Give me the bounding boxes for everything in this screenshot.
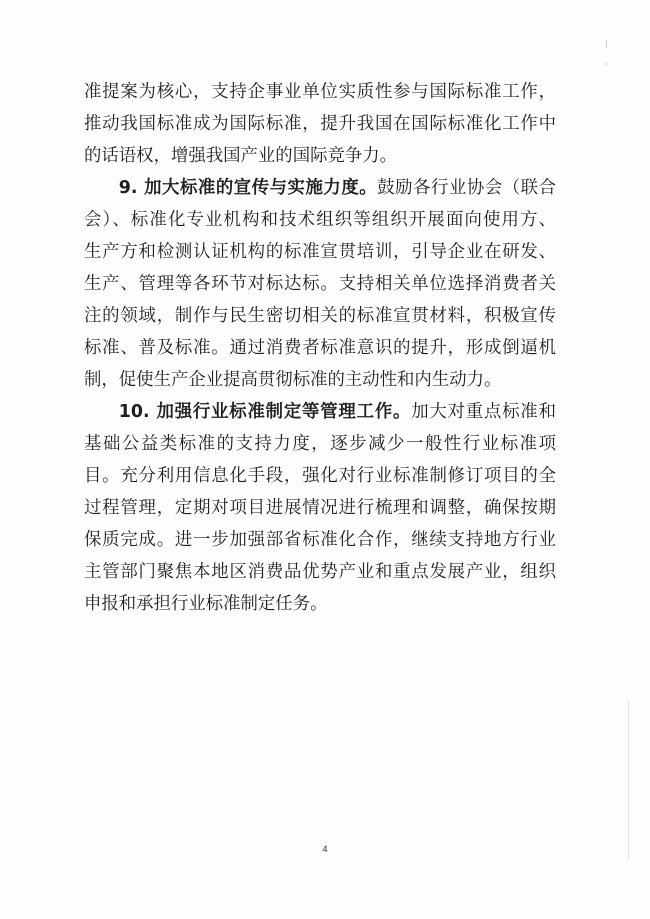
- scan-artifact-mark: [606, 40, 607, 48]
- text-line: 目。充分利用信息化手段，强化对行业标准制修订项目的全: [84, 466, 556, 486]
- item-10-paragraph: [84, 396, 556, 620]
- text-line: 推动我国标准成为国际标准，提升我国在国际标准化工作中: [84, 114, 556, 134]
- text-line: 注的领域，制作与民生密切相关的标准宣贯材料，积极宣传: [84, 306, 556, 326]
- text-line: 基础公益类标准的支持力度，逐步减少一般性行业标准项: [84, 434, 556, 454]
- item-9-first-line: [84, 172, 556, 204]
- text-line: 会）、标准化专业机构和技术组织等组织开展面向使用方、: [84, 210, 556, 230]
- text-line: 标准、普及标准。通过消费者标准意识的提升，形成倒逼机: [84, 338, 556, 358]
- text-line: 保质完成。进一步加强部省标准化合作，继续支持地方行业: [84, 530, 556, 550]
- item-10-heading: 10. 加强行业标准制定等管理工作。: [118, 402, 412, 422]
- scan-artifact-mark: [606, 62, 607, 66]
- scan-artifact-mark: [628, 700, 629, 860]
- item-9-heading: 9. 加大标准的宣传与实施力度。: [118, 178, 378, 198]
- text-line: 制，促使生产企业提高贯彻标准的主动性和内生动力。: [84, 370, 502, 390]
- page-number: 4: [322, 844, 328, 854]
- document-body: [84, 76, 556, 620]
- item-9-first-line-text: 鼓励各行业协会（联合: [377, 178, 556, 198]
- text-line: 过程管理，定期对项目进展情况进行梳理和调整，确保按期: [84, 498, 556, 518]
- continuation-paragraph: [84, 76, 556, 172]
- item-10-first-line: [84, 396, 556, 428]
- item-9-paragraph: [84, 172, 556, 396]
- text-line: 主管部门聚焦本地区消费品优势产业和重点发展产业，组织: [84, 562, 556, 582]
- text-line: 申报和承担行业标准制定任务。: [84, 594, 328, 614]
- text-line: 生产、管理等各环节对标达标。支持相关单位选择消费者关: [84, 274, 556, 294]
- text-line: 准提案为核心，支持企事业单位实质性参与国际标准工作，: [84, 82, 556, 102]
- text-line: 生产方和检测认证机构的标准宣贯培训，引导企业在研发、: [84, 242, 556, 262]
- text-line: 的话语权，增强我国产业的国际竞争力。: [84, 146, 398, 166]
- item-10-first-line-text: 加大对重点标准和: [411, 402, 556, 422]
